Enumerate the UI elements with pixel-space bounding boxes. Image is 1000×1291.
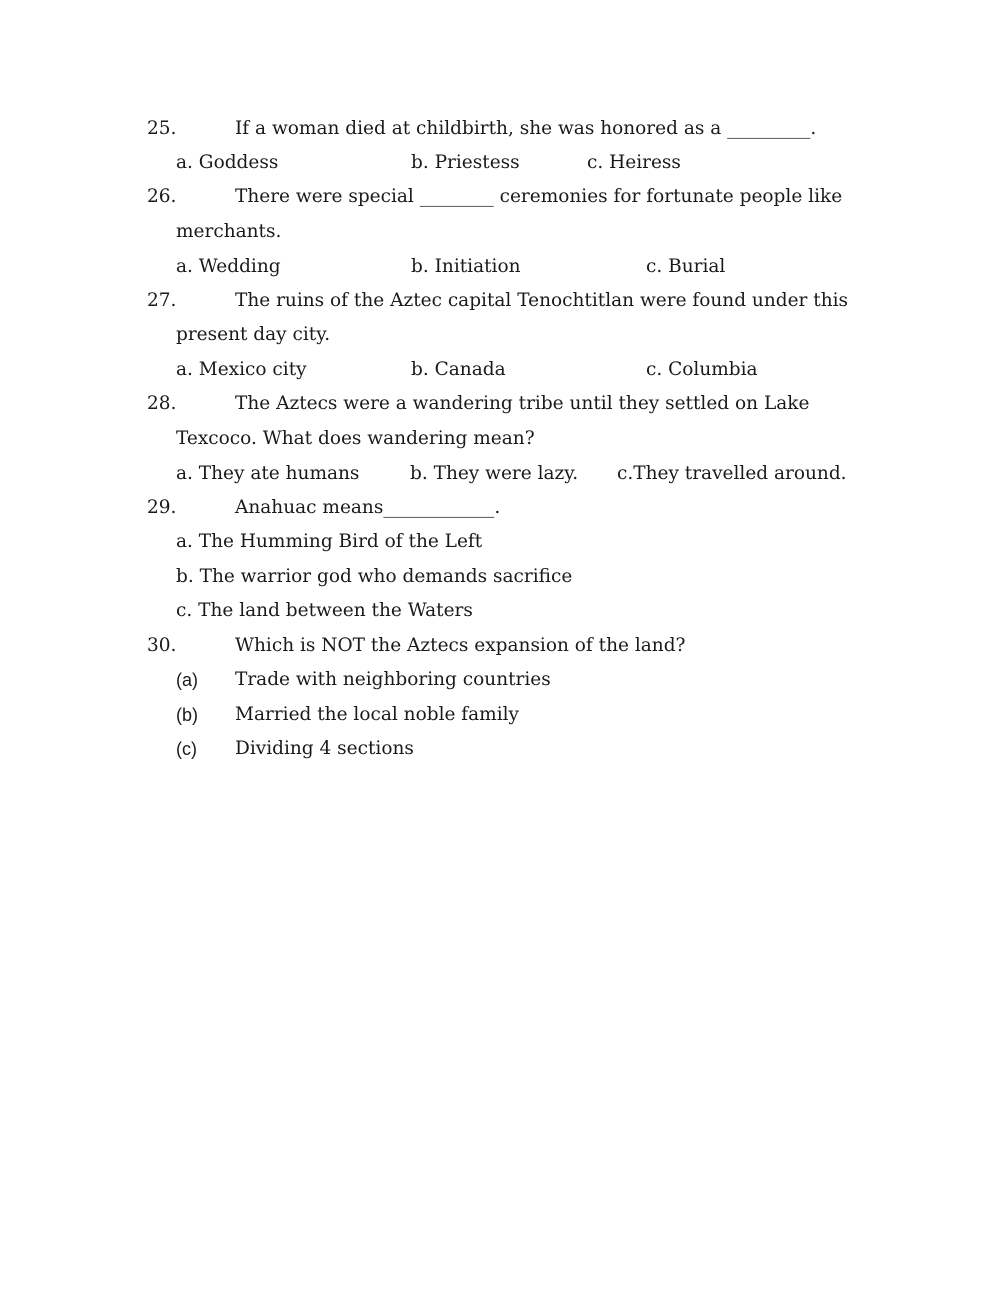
option-a: a. Goddess <box>176 152 279 173</box>
option-b: Married the local noble family <box>235 704 520 725</box>
question-stem-line2: present day city. <box>176 324 331 345</box>
question-stem: If a woman died at childbirth, she was honored as a _________. <box>235 118 817 139</box>
option-c: c. Heiress <box>587 152 681 173</box>
option-b: b. Canada <box>411 359 506 380</box>
option-marker-a: (a) <box>176 670 198 690</box>
question-stem-line1: The ruins of the Aztec capital Tenochtitlan were found under this <box>235 290 849 311</box>
question-stem-line2: merchants. <box>176 221 282 242</box>
option-b: b. They were lazy. <box>410 463 579 484</box>
option-c: c. Burial <box>646 256 726 277</box>
option-c: c. The land between the Waters <box>176 600 473 621</box>
question-number: 29. <box>147 497 177 518</box>
option-a: a. The Humming Bird of the Left <box>176 531 483 552</box>
option-c: c. Columbia <box>646 359 758 380</box>
question-number: 28. <box>147 393 177 414</box>
question-number: 27. <box>147 290 177 311</box>
question-number: 30. <box>147 635 177 656</box>
option-marker-b: (b) <box>176 705 198 725</box>
option-a: a. Mexico city <box>176 359 307 380</box>
option-c: c.They travelled around. <box>617 463 847 484</box>
option-c: Dividing 4 sections <box>235 738 414 759</box>
option-marker-c: (c) <box>176 739 197 759</box>
option-b: b. Priestess <box>411 152 520 173</box>
question-number: 25. <box>147 118 177 139</box>
option-a: a. They ate humans <box>176 463 360 484</box>
question-stem: Anahuac means____________. <box>235 497 501 518</box>
question-stem-line1: The Aztecs were a wandering tribe until they settled on Lake <box>235 393 810 414</box>
question-number: 26. <box>147 186 177 207</box>
option-a: a. Wedding <box>176 256 281 277</box>
question-stem-line2: Texcoco. What does wandering mean? <box>176 428 535 449</box>
question-stem: Which is NOT the Aztecs expansion of the land? <box>235 635 686 656</box>
option-a: Trade with neighboring countries <box>235 669 551 690</box>
option-b: b. Initiation <box>411 256 521 277</box>
question-stem-line1: There were special ________ ceremonies for fortunate people like <box>235 186 843 207</box>
option-b: b. The warrior god who demands sacrifice <box>176 566 573 587</box>
